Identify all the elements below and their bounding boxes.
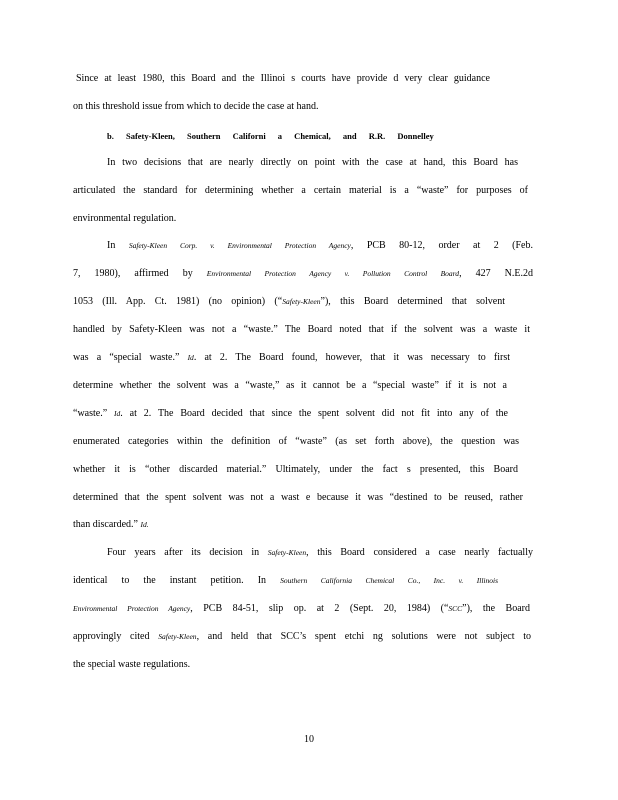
intro-line-1: Since at least 1980, this Board and the Illinoi s courts have provide d very clear guidance: [76, 73, 490, 84]
section-heading: b. Safety-Kleen, Southern Californi a Chemical, and R.R. Donnelley: [107, 131, 434, 141]
case-citation: Id: [114, 409, 121, 418]
p3-line-2: [73, 574, 498, 588]
case-citation: Environmental Protection Agency v. Pollution Control Board: [206, 269, 460, 278]
intro-line-2: on this threshold issue from which to decide the case at hand.: [73, 101, 319, 112]
text: . at 2. The Board found, however, that it was necessary to first: [193, 352, 510, 363]
p2-line-6: determine whether the solvent was a “waste,” as it cannot be a “special waste” if it is not a: [73, 380, 507, 391]
p2-line-9: whether it is “other discarded material.” Ultimately, under the fact s presented, this Board: [73, 464, 518, 475]
text: , and held that SCC’s spent etchi ng solutions were not subject to: [196, 631, 532, 642]
text: ”), this Board determined that solvent: [320, 296, 505, 307]
text: than discarded.”: [73, 519, 138, 530]
p3-line-3: [73, 602, 530, 616]
p2-line-2: [73, 267, 533, 281]
p1-line-2: articulated the standard for determining whether a certain material is a “waste” for purposes of: [73, 185, 528, 196]
text: approvingly cited: [73, 631, 150, 642]
text: , PCB 80-12, order at 2 (Feb.: [350, 240, 533, 251]
p2-line-8: enumerated categories within the definition of “waste” (as set forth above), the question was: [73, 436, 519, 447]
p2-line-3: [73, 295, 505, 309]
p3-line-4: [73, 630, 531, 644]
p2-line-4: handled by Safety-Kleen was not a “waste.” The Board noted that if the solvent was a waste it: [73, 324, 530, 335]
case-citation: Id.: [140, 520, 149, 529]
p3-line-1: [107, 546, 533, 560]
case-citation: Safety-Kleen: [267, 548, 307, 557]
text: was a “special waste.”: [73, 352, 180, 363]
text: 7, 1980), affirmed by: [73, 268, 193, 279]
p1-line-1: In two decisions that are nearly directly on point with the case at hand, this Board has: [107, 157, 518, 168]
case-citation: Id: [187, 353, 194, 362]
text: identical to the instant petition. In: [73, 575, 267, 586]
text: ”), the Board: [462, 603, 530, 614]
text: , this Board considered a case nearly factually: [306, 547, 533, 558]
text: “waste.”: [73, 408, 108, 419]
text: . at 2. The Board decided that since the spent solvent did not fit into any of the: [120, 408, 508, 419]
case-citation: Safety-Kleen Corp. v. Environmental Protection Agency: [128, 241, 351, 250]
case-citation: Safety-Kleen: [158, 632, 197, 641]
p2-line-10: determined that the spent solvent was not a wast e because it was “destined to be reused, rather: [73, 492, 523, 503]
case-citation: Safety-Kleen: [282, 297, 321, 306]
text: Four years after its decision in: [107, 547, 260, 558]
case-short-name: SCC: [448, 604, 463, 613]
text: In: [107, 240, 116, 251]
text: , 427 N.E.2d: [459, 268, 533, 279]
text: , PCB 84-51, slip op. at 2 (Sept. 20, 1984) (“: [190, 603, 449, 614]
page-number: 10: [304, 734, 314, 745]
p1-line-3: environmental regulation.: [73, 213, 177, 224]
p2-line-5: [73, 351, 510, 365]
p3-line-5: the special waste regulations.: [73, 659, 191, 670]
case-citation: Southern California Chemical Co., Inc. v. Illinois: [280, 576, 499, 585]
case-citation: Environmental Protection Agency: [73, 604, 191, 613]
p2-line-7: [73, 407, 508, 421]
p2-line-11: [73, 518, 533, 532]
p2-line-1: [107, 239, 533, 253]
text: 1053 (Ill. App. Ct. 1981) (no opinion) (“: [73, 296, 283, 307]
